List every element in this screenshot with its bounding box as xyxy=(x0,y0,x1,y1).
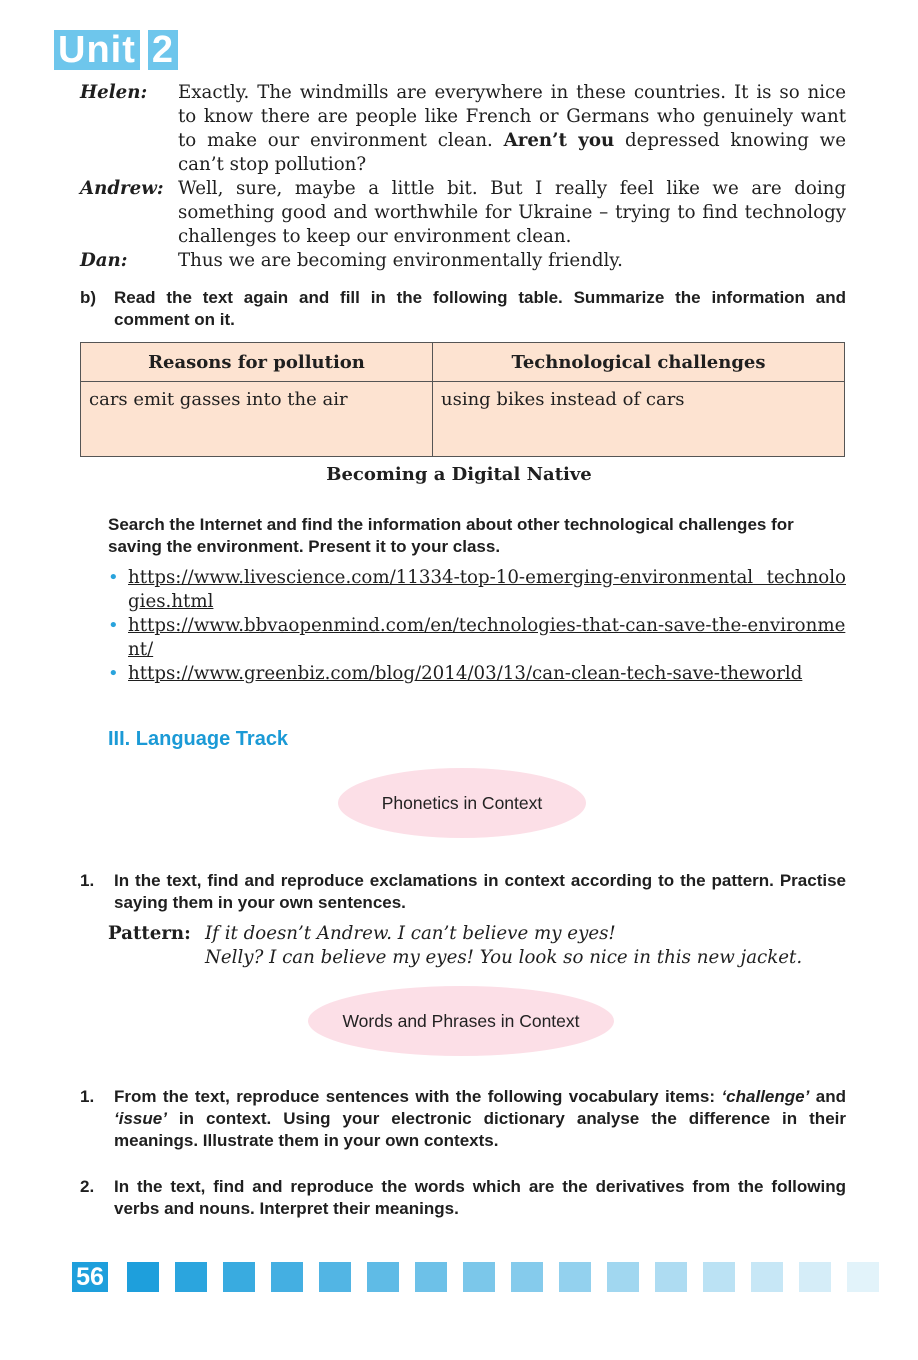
dialogue-line xyxy=(80,249,846,273)
footer-square xyxy=(607,1262,639,1292)
dialogue-text-part: depressed knowing we can’t stop pollution? xyxy=(178,130,846,175)
pattern-label: Pattern: xyxy=(108,923,191,944)
list-item xyxy=(108,662,846,686)
dialogue-line xyxy=(80,81,846,177)
words-task-2 xyxy=(80,1176,846,1220)
dialogue-text-part: Exactly. The windmills are everywhere in these countries. It is so nice to know there are people like French or Germans who genuinely want to make our environment clean. xyxy=(178,82,846,151)
search-task: Search the Internet and find the information about other technological challenges for saving the environment. Present it to your class. xyxy=(108,515,794,556)
dialogue-text: Well, sure, maybe a little bit. But I really feel like we are doing something good and worthwhile for Ukraine – trying to find technology challenges to keep our environment clean. xyxy=(178,178,846,247)
task-number: b) xyxy=(80,288,97,307)
table-row xyxy=(81,382,845,457)
footer-square xyxy=(271,1262,303,1292)
speaker-name: Helen: xyxy=(80,82,148,103)
dialogue-bold-phrase: Aren’t you xyxy=(503,130,615,151)
pattern-line: Nelly? I can believe my eyes! You look so nice in this new jacket. xyxy=(205,947,803,968)
footer-square xyxy=(559,1262,591,1292)
words-task-1 xyxy=(80,1086,846,1152)
task-text xyxy=(114,1086,846,1152)
footer-square xyxy=(127,1262,159,1292)
table-header: Technological challenges xyxy=(433,343,845,382)
footer-square xyxy=(511,1262,543,1292)
footer-square xyxy=(415,1262,447,1292)
vocab-item: ‘issue’ xyxy=(114,1109,167,1128)
task-text: In the text, find and reproduce exclamations in context according to the pattern. Practise saying them in your own sentences. xyxy=(114,871,846,912)
bullet-icon: • xyxy=(108,615,119,636)
phonetics-pill: Phonetics in Context xyxy=(338,768,586,838)
section-heading: III. Language Track xyxy=(108,728,289,750)
unit-number: 2 xyxy=(148,30,178,70)
unit-badge xyxy=(54,30,178,70)
resource-link[interactable]: https://www.greenbiz.com/blog/2014/03/13/can-clean-tech-save-theworld xyxy=(128,663,803,684)
speaker-name: Andrew: xyxy=(80,178,164,199)
dialogue xyxy=(80,81,846,273)
bullet-icon: • xyxy=(108,567,119,588)
table-cell: cars emit gasses into the air xyxy=(81,382,433,457)
section-title: Becoming a Digital Native xyxy=(326,464,592,485)
pollution-table xyxy=(80,342,845,457)
footer-square xyxy=(223,1262,255,1292)
resource-link[interactable]: https://www.bbvaopenmind.com/en/technologies-that-can-save-the-environment/ xyxy=(128,615,846,660)
phonetics-task xyxy=(80,870,846,914)
table-header-row xyxy=(81,343,845,382)
dialogue-text xyxy=(178,81,846,177)
list-item xyxy=(108,566,846,614)
link-list xyxy=(108,566,846,686)
task-text-part: and xyxy=(809,1087,846,1106)
footer-square xyxy=(175,1262,207,1292)
footer-square xyxy=(319,1262,351,1292)
task-number: 2. xyxy=(80,1177,95,1196)
footer-square xyxy=(751,1262,783,1292)
task-text: Read the text again and fill in the following table. Summarize the information and comment on it. xyxy=(114,288,846,329)
unit-label: Unit xyxy=(54,30,140,70)
pattern-line: If it doesn’t Andrew. I can’t believe my eyes! xyxy=(205,923,616,944)
pattern-examples xyxy=(205,922,848,970)
task-b xyxy=(80,287,846,331)
table-header: Reasons for pollution xyxy=(81,343,433,382)
task-number: 1. xyxy=(80,871,95,890)
task-text-part: From the text, reproduce sentences with the following vocabulary items: xyxy=(114,1087,722,1106)
dialogue-text: Thus we are becoming environmentally friendly. xyxy=(178,250,623,271)
task-text-part: in context. Using your electronic dictionary analyse the difference in their meanings. Illustrate them in your own contexts. xyxy=(114,1109,846,1150)
footer-square xyxy=(367,1262,399,1292)
table-cell: using bikes instead of cars xyxy=(433,382,845,457)
page-number: 56 xyxy=(72,1262,108,1292)
bullet-icon: • xyxy=(108,663,119,684)
pattern-block xyxy=(108,922,848,970)
task-text: In the text, find and reproduce the words which are the derivatives from the following verbs and nouns. Interpret their meanings. xyxy=(114,1177,846,1218)
footer-square xyxy=(703,1262,735,1292)
dialogue-line xyxy=(80,177,846,249)
vocab-item: ‘challenge’ xyxy=(721,1087,810,1106)
speaker-name: Dan: xyxy=(80,250,128,271)
footer-decoration xyxy=(127,1262,879,1292)
list-item xyxy=(108,614,846,662)
task-number: 1. xyxy=(80,1087,95,1106)
resource-link[interactable]: https://www.livescience.com/11334-top-10-emerging-environmental technologies.html xyxy=(128,567,846,612)
footer-square xyxy=(463,1262,495,1292)
footer-square xyxy=(799,1262,831,1292)
footer-square xyxy=(847,1262,879,1292)
words-pill: Words and Phrases in Context xyxy=(308,986,614,1056)
footer-square xyxy=(655,1262,687,1292)
